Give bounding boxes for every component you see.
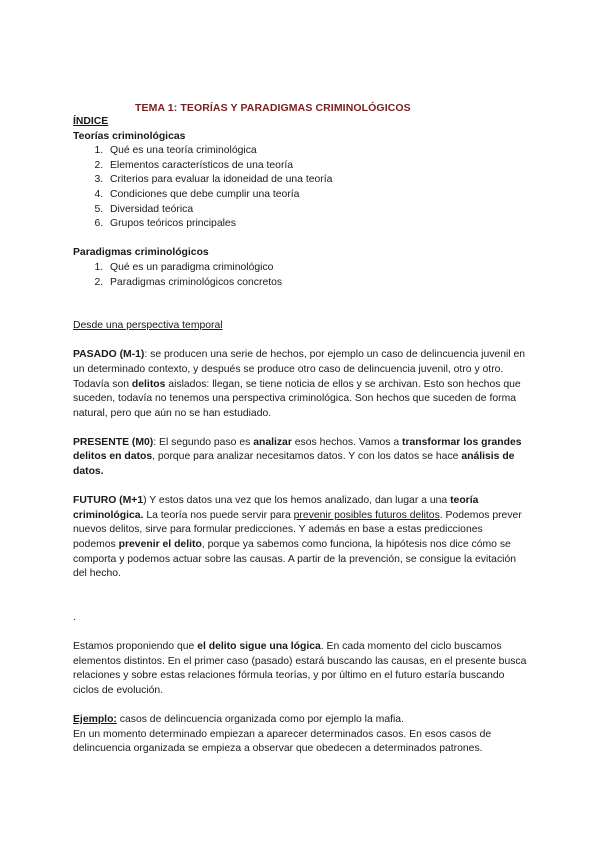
presente-bold: análisis de datos. xyxy=(73,451,515,478)
futuro-label: FUTURO (M+1 xyxy=(73,495,144,507)
logic-text: Estamos proponiendo que xyxy=(73,641,198,653)
ejemplo-text: En un momento determinado empiezan a aparecer determinados casos. En esos casos de delincuencia organizada se empieza a observar que obedecen a determinados patrones. xyxy=(73,728,492,755)
paragraph-presente xyxy=(73,436,528,480)
presente-text: : El segundo paso es xyxy=(153,436,254,448)
index-heading: ÍNDICE xyxy=(73,116,109,127)
list-teorias xyxy=(73,144,528,232)
presente-bold: transformar los grandes delitos en datos xyxy=(73,436,522,463)
perspective-heading: Desde una perspectiva temporal xyxy=(73,320,223,332)
list-paradigmas xyxy=(73,261,528,290)
presente-text: esos hechos. Vamos a xyxy=(291,436,403,448)
ejemplo-text: casos de delincuencia organizada como por ejemplo la mafia. xyxy=(116,714,404,726)
futuro-text: . Podemos prever nuevos delitos, sirve para formular predicciones. Y además en base a estas predicciones podemos xyxy=(73,509,522,551)
document-body xyxy=(73,115,528,757)
ejemplo-label: Ejemplo: xyxy=(73,714,117,726)
list-item: 2. Elementos característicos de una teoría xyxy=(106,159,528,174)
futuro-bold: prevenir el delito xyxy=(118,539,202,551)
list-item: 4. Condiciones que debe cumplir una teoría xyxy=(106,188,528,203)
futuro-bold: teoría criminológica. xyxy=(73,495,479,521)
paragraph-pasado xyxy=(73,348,528,421)
presente-label: PRESENTE (M0) xyxy=(73,436,154,448)
pasado-bold: delitos xyxy=(131,378,166,390)
list-item: 6. Grupos teóricos principales xyxy=(106,217,528,232)
futuro-text: ) Y estos datos una vez que los hemos analizado, dan lugar a una xyxy=(143,495,451,507)
paragraph-logica xyxy=(73,640,528,698)
pasado-label: PASADO (M-1) xyxy=(73,349,145,361)
list-item: 1. Qué es un paradigma criminológico xyxy=(106,261,528,276)
futuro-underline: prevenir posibles futuros delitos xyxy=(293,509,440,521)
stray-dot: . xyxy=(73,612,76,623)
section-heading-paradigmas: Paradigmas criminológicos xyxy=(73,247,209,259)
list-item: 2. Paradigmas criminológicos concretos xyxy=(106,276,528,291)
pasado-text: : se producen una serie de hechos, por ejemplo un caso de delincuencia juvenil en un determinado contexto, y después se produce otro caso de delincuencia juvenil, otro y otro. Todavía son xyxy=(73,349,526,390)
list-item: 5. Diversidad teórica xyxy=(106,203,528,218)
futuro-text: , porque ya sabemos como funciona, la hipótesis nos dice cómo se comporta y podemos actuar sobre las causas. A partir de la prevención, se consigue la evitación del hecho. xyxy=(73,539,517,580)
list-item: 1. Qué es una teoría criminológica xyxy=(106,144,528,159)
futuro-text: La teoría nos puede servir para xyxy=(143,509,294,521)
presente-text: , porque para analizar necesitamos datos. Y con los datos se hace xyxy=(152,451,462,463)
list-item: 3. Criterios para evaluar la idoneidad de una teoría xyxy=(106,173,528,188)
logic-bold: el delito sigue una lógica xyxy=(197,641,321,653)
document-title: TEMA 1: TEORÍAS Y PARADIGMAS CRIMINOLÓGICOS xyxy=(135,102,411,114)
section-heading-teorias: Teorías criminológicas xyxy=(73,130,186,142)
pasado-text: aislados: llegan, se tiene noticia de ellos y se archivan. Esto son hechos que suceden, todavía no tenemos una perspectiva criminológica. Son hechos que suceden de forma natural, pero que aún no se han estudiado. xyxy=(73,378,521,419)
logic-text: . En cada momento del ciclo buscamos elementos distintos. En el primer caso (pasado) estará buscando las causas, en el presente busca relaciones y sobre estas relaciones fórmula teorías, y por último en el futuro estaría buscando ciclos de evolución. xyxy=(73,641,527,696)
paragraph-ejemplo xyxy=(73,713,528,757)
presente-bold: analizar xyxy=(253,436,292,448)
paragraph-futuro xyxy=(73,494,528,582)
